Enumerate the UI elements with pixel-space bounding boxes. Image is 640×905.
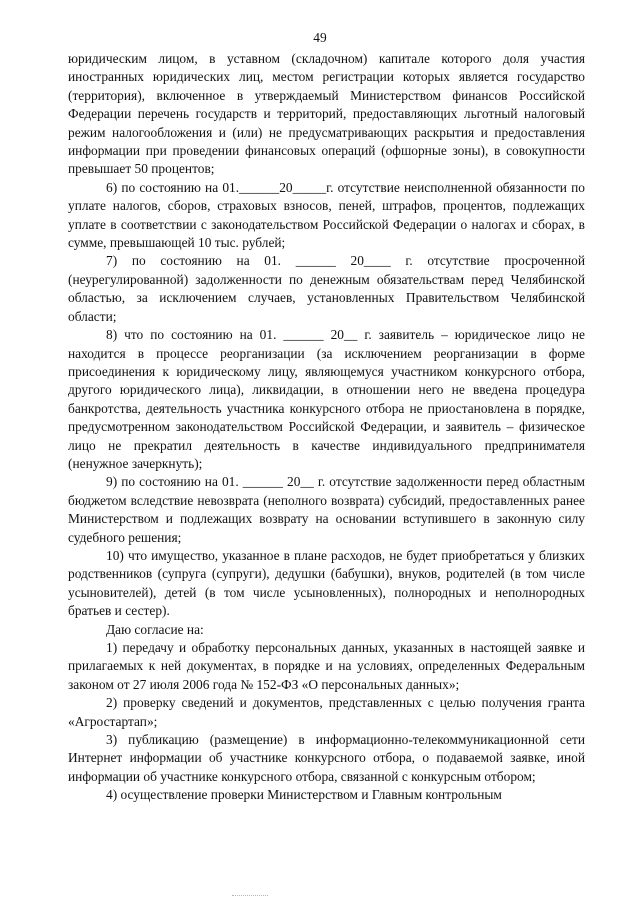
paragraph-consent-1: 1) передачу и обработку персональных данных, указанных в настоящей заявке и прилагаемых к ней документах, в порядке и на условиях, определенных Федеральным законом от 27 июля 2006 года № 152-ФЗ «О персональных данных»; (68, 640, 585, 692)
paragraph-item-9: 9) по состоянию на 01. ______ 20__ г. отсутствие задолженности перед областным бюджетом вследствие невозврата (неполного возврата) субсидий, предоставленных ранее Министерством и подлежащих возврату на основании вступившего в законную силу судебного решения; (68, 474, 585, 545)
paragraph-continuation: юридическим лицом, в уставном (складочном) капитале которого доля участия иностранных юридических лиц, местом регистрации которых является государство (территория), включенное в утверждаемый Министерством финансов Российской Федерации перечень государств и территорий, предоставляющих льготный налоговый режим налогообложения и (или) не предусматривающих раскрытия и предоставления информации при проведении финансовых операций (офшорные зоны), в совокупности превышает 50 процентов; (68, 51, 585, 177)
paragraph-consent-3: 3) публикацию (размещение) в информационно-телекоммуникационной сети Интернет информации об участнике конкурсного отбора, о подаваемой заявке, иной информации об участнике конкурсного отбора, связанной с конкурсным отбором; (68, 732, 585, 784)
paragraph-item-10: 10) что имущество, указанное в плане расходов, не будет приобретаться у близких родственников (супруга (супруги), дедушки (бабушки), внуков, родителей (в том числе усыновителей), детей (в том числе усыновленных), полнородных и неполнородных братьев и сестер). (68, 547, 585, 619)
page-number: 49 (313, 30, 327, 45)
paragraph-item-8: 8) что по состоянию на 01. ______ 20__ г. заявитель – юридическое лицо не находится в процессе реорганизации (за исключением реорганизации в форме присоединения к юридическому лицу, являющемуся участником конкурсного отбора, другого юридического лица), ликвидации, в отношении него не введена процедура банкротства, деятельность участника конкурсного отбора не приостановлена в порядке, предусмотренном законодательством Российской Федерации, и заявитель – физическое лицо не прекратил деятельность в качестве индивидуального предпринимателя (ненужное зачеркнуть); (68, 327, 585, 471)
paragraph-consent-heading: Даю согласие на: (106, 621, 204, 637)
paragraph-consent-4: 4) осуществление проверки Министерством и Главным контрольным (106, 787, 502, 803)
paragraph-consent-2: 2) проверку сведений и документов, представленных с целью получения гранта «Агростартап»; (68, 695, 585, 729)
paragraph-item-7: 7) по состоянию на 01. ______ 20____ г. отсутствие просроченной (неурегулированной) задолженности по денежным обязательствам перед Челябинской областью, за исключением случаев, установленных Правительством Челябинской области; (68, 253, 585, 324)
paragraph-item-6: 6) по состоянию на 01.______20_____г. отсутствие неисполненной обязанности по уплате налогов, сборов, страховых взносов, пеней, штрафов, процентов, подлежащих уплате в соответствии с законодательством Российской Федерации о налогах и сборах, в сумме, превышающей 10 тыс. рублей; (68, 179, 585, 251)
document-body (68, 50, 585, 805)
footer-scan-mark (232, 895, 268, 898)
